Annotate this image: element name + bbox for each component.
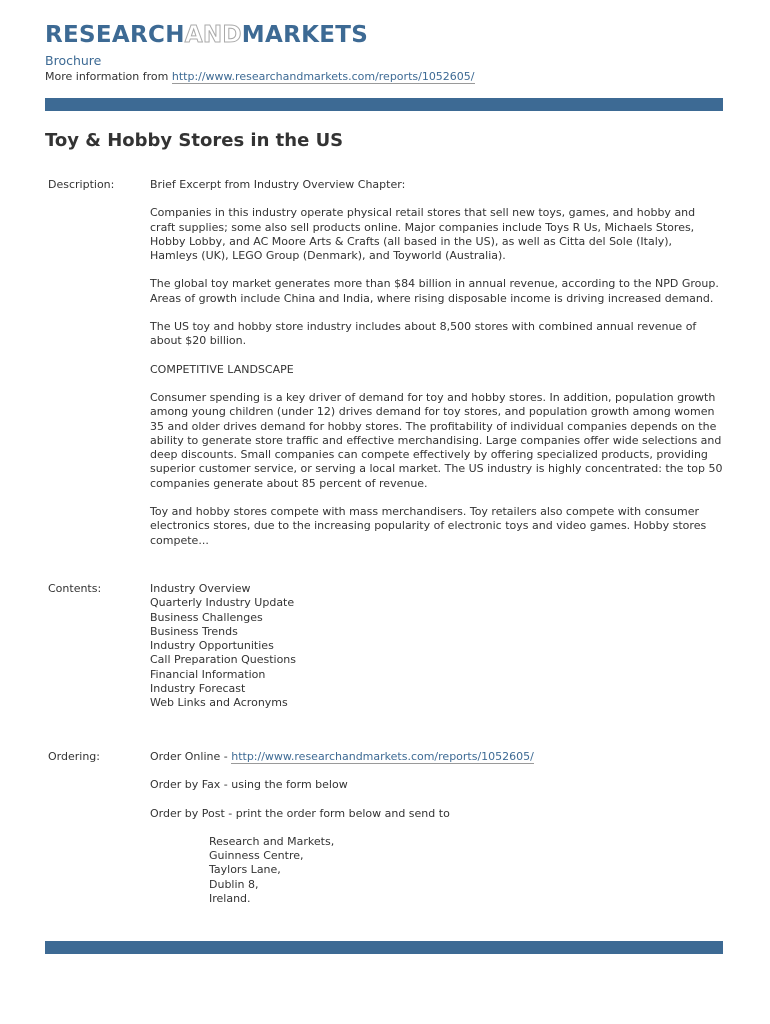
postal-address xyxy=(209,835,723,906)
more-info-link[interactable]: http://www.researchandmarkets.com/reports/1052605/ xyxy=(171,70,475,83)
contents-item: Quarterly Industry Update xyxy=(150,596,295,610)
address-line: Dublin 8, xyxy=(209,877,259,891)
description-paragraph: Companies in this industry operate physical retail stores that sell new toys, games, and hobby and craft supplies; some also sell products online. Major companies include Toys R Us, Michaels Stores, Hobby Lobby, and AC Moore Arts & Crafts (all based in the US), as well as Citta del Sole (Italy), Hamleys (UK), LEGO Group (Denmark), and Toyworld (Australia). xyxy=(150,206,696,263)
contents-list xyxy=(150,582,723,711)
logo-and: AND xyxy=(184,22,242,48)
ordering-label: Ordering: xyxy=(48,750,100,763)
more-info-prefix: More information from xyxy=(45,70,169,83)
contents-item: Industry Opportunities xyxy=(150,639,274,653)
contents-label: Contents: xyxy=(48,582,102,595)
order-by-fax: Order by Fax - using the form below xyxy=(150,778,348,792)
page-title: Toy & Hobby Stores in the US xyxy=(45,130,344,151)
ordering-section xyxy=(150,750,723,906)
description-paragraph: The US toy and hobby store industry includes about 8,500 stores with combined annual revenue of about $20 billion. xyxy=(150,320,697,348)
contents-item: Business Challenges xyxy=(150,610,263,624)
order-by-post: Order by Post - print the order form below and send to xyxy=(150,806,450,820)
description-paragraph: COMPETITIVE LANDSCAPE xyxy=(150,362,294,376)
contents-item: Industry Forecast xyxy=(150,682,246,696)
address-line: Ireland. xyxy=(209,892,251,906)
address-line: Taylors Lane, xyxy=(209,863,281,877)
contents-item: Call Preparation Questions xyxy=(150,653,297,667)
order-online-prefix: Order Online - xyxy=(150,750,228,763)
footer-divider-bar xyxy=(45,941,723,954)
address-line: Research and Markets, xyxy=(209,834,335,848)
description-paragraph: The global toy market generates more than $84 billion in annual revenue, according to the NPD Group. Areas of growth include China and India, where rising disposable income is driving increased demand. xyxy=(150,277,719,305)
contents-item: Industry Overview xyxy=(150,582,251,595)
brochure-label: Brochure xyxy=(45,53,102,68)
contents-item: Web Links and Acronyms xyxy=(150,696,288,710)
contents-item: Financial Information xyxy=(150,667,266,681)
header-divider-bar xyxy=(45,98,723,111)
company-logo xyxy=(45,22,368,48)
address-line: Guinness Centre, xyxy=(209,849,304,863)
description-paragraph: Consumer spending is a key driver of demand for toy and hobby stores. In addition, population growth among young children (under 12) drives demand for toy stores, and population growth among women 35 and older drives demand for hobby stores. The profitability of individual companies depends on the ability to generate store traffic and effective merchandising. Large companies offer wide selections and deep discounts. Small companies can compete effectively by offering specialized products, providing superior customer service, or serving a local market. The US industry is highly concentrated: the top 50 companies generate about 85 percent of revenue. xyxy=(150,390,723,490)
order-online-line xyxy=(150,750,723,764)
description-paragraph: Toy and hobby stores compete with mass merchandisers. Toy retailers also compete with consumer electronics stores, due to the increasing popularity of electronic toys and video games. Hobby stores compete... xyxy=(150,505,707,547)
description-label: Description: xyxy=(48,178,115,191)
order-online-link[interactable]: http://www.researchandmarkets.com/reports/1052605/ xyxy=(231,750,534,763)
more-info-line xyxy=(45,70,475,83)
description-section xyxy=(150,178,723,562)
logo-research: RESEARCH xyxy=(45,22,185,48)
contents-item: Business Trends xyxy=(150,624,238,638)
description-paragraph: Brief Excerpt from Industry Overview Chapter: xyxy=(150,178,406,191)
logo-markets: MARKETS xyxy=(241,22,369,48)
